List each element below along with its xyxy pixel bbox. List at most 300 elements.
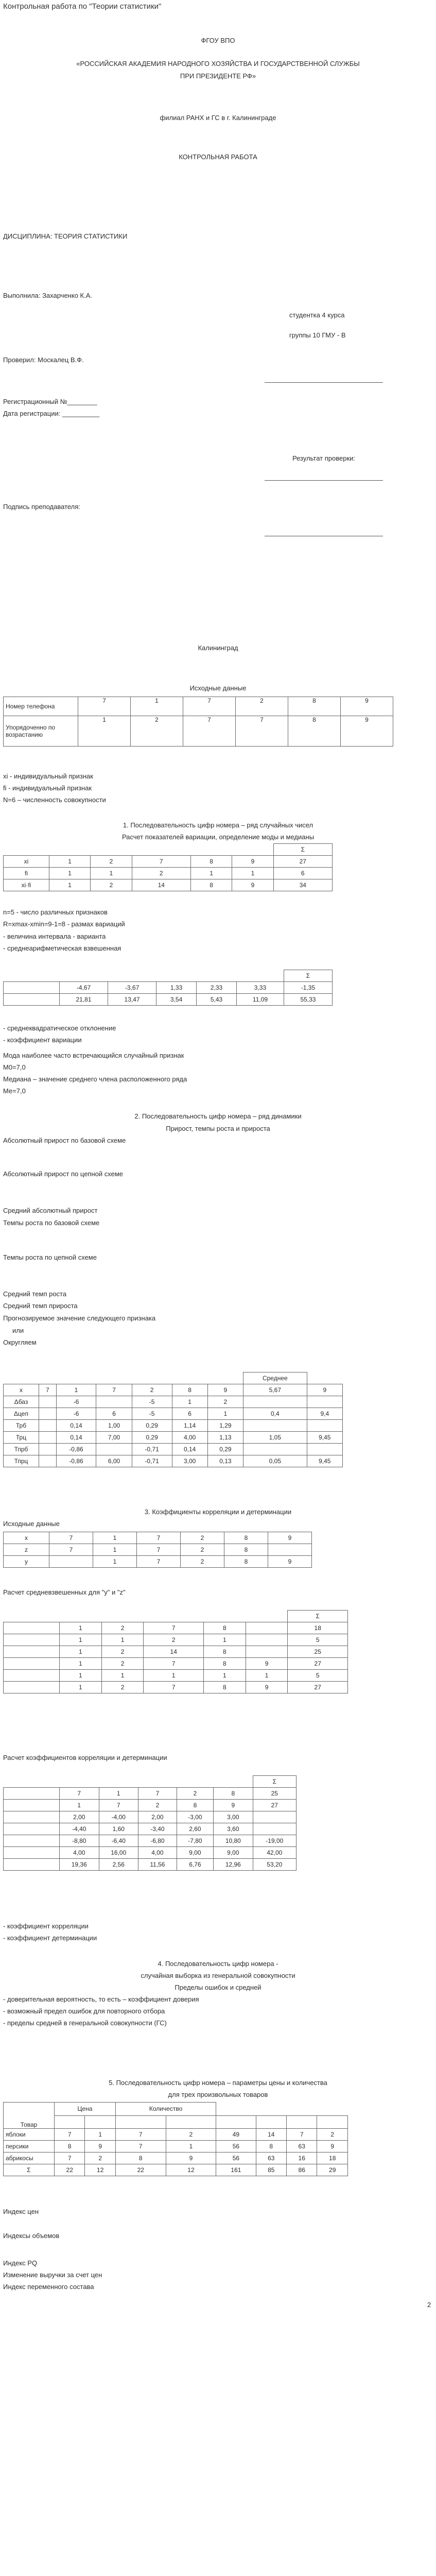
table-cell: 14	[144, 1646, 204, 1658]
table-cell	[4, 1800, 60, 1811]
section-3-calc-2: Расчет коэффициентов корреляции и детерминации	[3, 1754, 167, 1761]
table-cell: 8	[214, 1788, 253, 1800]
table-cell: 7	[132, 856, 190, 868]
table-row	[4, 1455, 343, 1467]
table-row	[4, 1443, 343, 1455]
correlation-table	[3, 1775, 297, 1871]
table-cell: 7	[49, 1544, 93, 1556]
table-cell: 11,09	[237, 994, 284, 1006]
table-cell: 63	[256, 2153, 286, 2164]
registration-number: Регистрационный №________	[3, 398, 97, 405]
table-cell: 6	[96, 1408, 132, 1419]
table-cell	[4, 1670, 60, 1682]
table-cell: 9	[307, 1384, 342, 1396]
table-cell: 2	[236, 697, 288, 716]
table-cell: 2,33	[197, 982, 237, 994]
table-cell: 2	[101, 1646, 144, 1658]
table-cell: 19,36	[60, 1859, 99, 1871]
table-cell: 1	[60, 1800, 99, 1811]
header-branch: филиал РАНХ и ГС в г. Калининграде	[160, 114, 276, 122]
table-cell	[96, 1443, 132, 1455]
table-row	[4, 1611, 348, 1622]
table-cell: -6	[56, 1396, 96, 1408]
table-cell	[4, 1847, 60, 1859]
section-2-title: 2. Последовательность цифр номера – ряд динамики	[134, 1112, 302, 1120]
table-cell: 12	[166, 2164, 216, 2176]
table-cell: 0,29	[132, 1431, 172, 1443]
table-cell	[243, 1419, 307, 1431]
table-cell: Тпрц	[4, 1455, 39, 1467]
table-cell: 7	[287, 2129, 317, 2141]
table-cell: 8	[203, 1682, 246, 1693]
section-4-subtitle: Пределы ошибок и средней	[175, 1984, 261, 1991]
text-line: Темпы роста по цепной схеме	[3, 1253, 97, 1261]
note-line: - среднеарифметическая взвешенная	[3, 944, 121, 952]
table-cell: 9	[85, 2141, 115, 2153]
table-row	[4, 1544, 312, 1556]
table-cell: -19,00	[253, 1835, 296, 1847]
table-cell	[307, 1396, 342, 1408]
table-cell: яблоки	[4, 2129, 55, 2141]
table-cell: 22	[55, 2164, 85, 2176]
table-cell: 9,4	[307, 1408, 342, 1419]
note-line: Ме=7,0	[3, 1087, 26, 1095]
table-cell: 49	[216, 2129, 256, 2141]
note-line: R=xmax-xmin=9-1=8 - размах вариаций	[3, 920, 125, 928]
text-line: Абсолютный прирост по цепной схеме	[3, 1170, 124, 1178]
table-cell: 18	[288, 1622, 348, 1634]
review-result: Результат проверки:	[292, 454, 356, 462]
text-line: Прогнозируемое значение следующего признака	[3, 1314, 156, 1322]
table-row	[4, 1646, 348, 1658]
table-row	[4, 1776, 297, 1788]
table-cell: 2	[132, 1384, 172, 1396]
table-cell: 7	[183, 716, 236, 747]
table-cell: 16,00	[99, 1847, 138, 1859]
student-course: студентка 4 курса	[289, 311, 345, 319]
review-line	[265, 480, 383, 481]
table-cell: 0,14	[56, 1419, 96, 1431]
table-cell: 86	[287, 2164, 317, 2176]
table-cell: 6	[172, 1408, 207, 1419]
table-cell	[4, 1859, 60, 1871]
doc-type: КОНТРОЛЬНАЯ РАБОТА	[179, 153, 257, 161]
table-cell: 7,00	[96, 1431, 132, 1443]
table-cell: 7	[78, 697, 131, 716]
table-cell: 7	[99, 1800, 138, 1811]
table-cell: 3,00	[172, 1455, 207, 1467]
table-cell: 1	[101, 1634, 144, 1646]
table-cell: 4,00	[138, 1847, 177, 1859]
table-cell: 8	[177, 1800, 213, 1811]
table-cell: 0,29	[132, 1419, 172, 1431]
table-cell: 2	[317, 2129, 348, 2141]
section-2-subtitle: Прирост, темпы роста и прироста	[166, 1125, 270, 1132]
table-cell: 1	[166, 2141, 216, 2153]
performed-by: Выполнила: Захарченко К.А.	[3, 292, 92, 299]
table-cell: 2,56	[99, 1859, 138, 1871]
table-cell: 55,33	[284, 994, 332, 1006]
goods-header: Товар	[4, 2103, 55, 2129]
table-cell: 9	[268, 1556, 312, 1568]
table-cell	[246, 1622, 288, 1634]
table-cell: Номер телефона	[4, 697, 78, 716]
table-cell: 3,60	[214, 1823, 253, 1835]
table-cell: 2	[144, 1634, 204, 1646]
table-cell: y	[4, 1556, 49, 1568]
table-cell: 1	[246, 1670, 288, 1682]
table-cell: x	[4, 1384, 39, 1396]
table-cell: 29	[317, 2164, 348, 2176]
table-cell	[253, 1811, 296, 1823]
table-cell: 25	[288, 1646, 348, 1658]
table-cell: 56	[216, 2153, 256, 2164]
table-cell: 7	[96, 1384, 132, 1396]
table-cell: 1	[60, 1622, 102, 1634]
table-cell: 2,60	[177, 1823, 213, 1835]
table-cell: 0,29	[207, 1443, 243, 1455]
table-cell: 2	[101, 1658, 144, 1670]
sigma-header: Σ	[284, 970, 332, 982]
text-line: Округляем	[3, 1338, 37, 1346]
table-cell: 9,00	[214, 1847, 253, 1859]
table-cell: 7	[144, 1622, 204, 1634]
table-cell: 8	[172, 1384, 207, 1396]
header-president: ПРИ ПРЕЗИДЕНТЕ РФ»	[180, 72, 256, 80]
table-cell: 2	[132, 868, 190, 879]
table-cell: 25	[253, 1788, 296, 1800]
table-cell: 7	[60, 1788, 99, 1800]
source-data-title: Исходные данные	[189, 684, 247, 692]
table-cell: 9	[214, 1800, 253, 1811]
sigma-header: Σ	[273, 844, 332, 856]
table-row	[4, 879, 333, 891]
table-cell	[246, 1634, 288, 1646]
table-cell: 1	[60, 1646, 102, 1658]
note-line: - коэффициент корреляции	[3, 1922, 89, 1930]
table-cell: 1	[144, 1670, 204, 1682]
table-row	[4, 2129, 348, 2141]
table-row	[4, 1634, 348, 1646]
section-5-title: 5. Последовательность цифр номера – параметры цены и количества	[109, 2079, 327, 2087]
table-cell	[39, 1443, 57, 1455]
table-cell: 2	[91, 879, 132, 891]
table-row	[4, 2141, 348, 2153]
table-cell: 1	[60, 1670, 102, 1682]
dynamics-table	[3, 1372, 343, 1467]
table-cell: fi	[4, 868, 49, 879]
section-5-title-2: для трех произвольных товаров	[168, 2091, 268, 2098]
table-cell	[4, 994, 60, 1006]
table-cell: z	[4, 1544, 49, 1556]
table-cell	[39, 1396, 57, 1408]
table-cell: 0,4	[243, 1408, 307, 1419]
table-cell: 9,45	[307, 1455, 342, 1467]
table-cell: 2,00	[138, 1811, 177, 1823]
table-cell: 11,56	[138, 1859, 177, 1871]
note-line: n=5 - число различных признаков	[3, 908, 108, 916]
discipline: ДИСЦИПЛИНА: ТЕОРИЯ СТАТИСТИКИ	[3, 232, 128, 240]
index-line: Индексы объемов	[3, 2232, 60, 2240]
document-title: Контрольная работа по "Теории статистики"	[3, 2, 162, 11]
table-cell	[4, 1622, 60, 1634]
table-cell	[39, 1419, 57, 1431]
table-cell	[39, 1408, 57, 1419]
table-cell: 1	[101, 1670, 144, 1682]
table-cell: 7	[137, 1556, 181, 1568]
table-row	[4, 2164, 348, 2176]
weighted-average-table	[3, 1610, 348, 1693]
table-cell: 2	[207, 1396, 243, 1408]
table-cell	[39, 1431, 57, 1443]
table-cell: 8	[288, 716, 341, 747]
table-row	[4, 716, 393, 747]
section-1-subtitle: Расчет показателей вариации, определение моды и медианы	[121, 833, 315, 841]
table-cell: 2	[181, 1544, 224, 1556]
table-cell: 8	[203, 1622, 246, 1634]
table-cell: 85	[256, 2164, 286, 2176]
table-cell: 8	[55, 2141, 85, 2153]
table-row	[4, 1396, 343, 1408]
quantity-header: Количество	[115, 2103, 216, 2116]
table-row	[4, 982, 333, 994]
table-cell: 1	[56, 1384, 96, 1396]
table-cell: 1,14	[172, 1419, 207, 1431]
table-cell: 27	[288, 1682, 348, 1693]
table-row	[4, 697, 393, 716]
table-cell: 2	[131, 716, 183, 747]
teacher-signature: Подпись преподавателя:	[3, 503, 80, 511]
table-cell	[4, 1788, 60, 1800]
table-cell: 9	[232, 879, 273, 891]
index-line: Индекс переменного состава	[3, 2283, 94, 2291]
table-cell: 1	[49, 856, 91, 868]
table-cell: 3,54	[156, 994, 197, 1006]
table-row	[4, 1670, 348, 1682]
note-line: - среднеквадратическое отклонение	[3, 1024, 116, 1032]
table-cell: 1,29	[207, 1419, 243, 1431]
table-cell	[268, 1544, 312, 1556]
signature-line	[265, 382, 383, 383]
table-cell: 14	[132, 879, 190, 891]
table-cell: -6	[56, 1408, 96, 1419]
table-cell: 2,00	[60, 1811, 99, 1823]
table-cell: 7	[138, 1788, 177, 1800]
table-cell: 1	[207, 1408, 243, 1419]
table-cell	[49, 1556, 93, 1568]
table-cell: -5	[132, 1408, 172, 1419]
table-row	[4, 1788, 297, 1800]
table-row	[4, 1419, 343, 1431]
table-cell: 12	[85, 2164, 115, 2176]
table-cell	[253, 1823, 296, 1835]
table-cell: Σ	[4, 2164, 55, 2176]
table-cell	[39, 1455, 57, 1467]
note-line: - доверительная вероятность, то есть – коэффициент доверия	[3, 1995, 199, 2003]
note-line: fi - индивидуальный признак	[3, 784, 92, 792]
table-cell: 22	[115, 2164, 166, 2176]
table-cell: 6,76	[177, 1859, 213, 1871]
section-4-title: 4. Последовательность цифр номера -	[158, 1960, 278, 1968]
table-cell: -6,40	[99, 1835, 138, 1847]
table-cell: 4,00	[172, 1431, 207, 1443]
deviation-table	[3, 970, 333, 1006]
correlation-source-table	[3, 1532, 312, 1568]
table-cell: 18	[317, 2153, 348, 2164]
note-line: - коэффициент вариации	[3, 1036, 82, 1044]
table-row	[4, 2115, 348, 2129]
table-cell: 16	[287, 2153, 317, 2164]
table-cell: 7	[144, 1658, 204, 1670]
table-cell: Трц	[4, 1431, 39, 1443]
table-cell: 1,33	[156, 982, 197, 994]
table-cell: 13,47	[108, 994, 156, 1006]
table-cell: 12,96	[214, 1859, 253, 1871]
table-row	[4, 1384, 343, 1396]
table-cell: x	[4, 1532, 49, 1544]
table-row	[4, 868, 333, 879]
table-cell: xi·fi	[4, 879, 49, 891]
table-cell: 8	[190, 856, 232, 868]
table-cell: 7	[115, 2129, 166, 2141]
table-cell: 56	[216, 2141, 256, 2153]
table-cell: 34	[273, 879, 332, 891]
table-row	[4, 1800, 297, 1811]
table-cell: 7	[55, 2153, 85, 2164]
table-cell: 42,00	[253, 1847, 296, 1859]
page-number: 2	[427, 2301, 431, 2309]
table-cell: 1	[93, 1544, 137, 1556]
table-cell: 8	[224, 1544, 268, 1556]
sigma-header: Σ	[288, 1611, 348, 1622]
table-cell: 8	[224, 1556, 268, 1568]
table-cell: Упорядоченно по возрастанию	[4, 716, 78, 747]
table-cell: 1	[93, 1556, 137, 1568]
table-cell: -4,67	[60, 982, 108, 994]
section-3-calc: Расчет средневзвешенных для "у" и "z"	[3, 1588, 126, 1596]
table-cell: 1	[49, 879, 91, 891]
table-cell: 7	[137, 1532, 181, 1544]
table-cell: 7	[144, 1682, 204, 1693]
table-cell: -0,86	[56, 1455, 96, 1467]
table-cell	[4, 1835, 60, 1847]
table-cell: -4,40	[60, 1823, 99, 1835]
table-cell: 2	[91, 856, 132, 868]
table-cell: 7	[39, 1384, 57, 1396]
table-row	[4, 1847, 297, 1859]
table-cell: 0,14	[172, 1443, 207, 1455]
table-cell: 2	[101, 1622, 144, 1634]
table-cell: 0,13	[207, 1455, 243, 1467]
table-cell	[307, 1419, 342, 1431]
checked-by: Проверил: Москалец В.Ф.	[3, 356, 84, 364]
table-cell: 1	[85, 2129, 115, 2141]
table-cell: 27	[253, 1800, 296, 1811]
table-cell: 9	[166, 2153, 216, 2164]
table-row	[4, 1859, 297, 1871]
header-org: ФГОУ ВПО	[201, 37, 235, 44]
table-cell: 1	[203, 1634, 246, 1646]
table-cell: 10,80	[214, 1835, 253, 1847]
text-line: Темпы роста по базовой схеме	[3, 1219, 100, 1227]
table-cell: 9	[268, 1532, 312, 1544]
table-cell: 2	[85, 2153, 115, 2164]
table-cell	[243, 1443, 307, 1455]
table-cell: 0,05	[243, 1455, 307, 1467]
table-cell: 2	[138, 1800, 177, 1811]
table-row	[4, 856, 333, 868]
index-line: Индекс цен	[3, 2208, 39, 2215]
table-cell: Δцеп	[4, 1408, 39, 1419]
table-cell: 8	[203, 1646, 246, 1658]
table-cell: 2	[181, 1532, 224, 1544]
index-line: Изменение выручки за счет цен	[3, 2271, 102, 2279]
table-cell: 7	[183, 697, 236, 716]
table-cell: 3,33	[237, 982, 284, 994]
table-cell	[4, 1811, 60, 1823]
table-row	[4, 1835, 297, 1847]
table-cell: 161	[216, 2164, 256, 2176]
table-cell: -0,71	[132, 1455, 172, 1467]
table-cell: 9	[232, 856, 273, 868]
table-cell: 0,14	[56, 1431, 96, 1443]
table-row	[4, 970, 333, 982]
table-cell: абрикосы	[4, 2153, 55, 2164]
table-cell: 2	[177, 1788, 213, 1800]
table-cell: 8	[203, 1658, 246, 1670]
table-cell: 9	[207, 1384, 243, 1396]
source-data-table	[3, 697, 393, 747]
table-cell: 9	[341, 697, 393, 716]
table-cell: Δбаз	[4, 1396, 39, 1408]
table-cell: 9,45	[307, 1431, 342, 1443]
table-cell: 5	[288, 1634, 348, 1646]
note-line: N=6 – численность совокупности	[3, 796, 106, 804]
section-3-source: Исходные данные	[3, 1520, 60, 1528]
table-row	[4, 1658, 348, 1670]
table-cell: 1	[60, 1682, 102, 1693]
table-row	[4, 2103, 348, 2116]
table-cell: 7	[55, 2129, 85, 2141]
note-line: - коэффициент детерминации	[3, 1934, 97, 1942]
sigma-header: Σ	[253, 1776, 296, 1788]
table-row	[4, 1408, 343, 1419]
table-cell: -8,80	[60, 1835, 99, 1847]
table-cell: 9,00	[177, 1847, 213, 1859]
table-row	[4, 1556, 312, 1568]
table-cell: 6,00	[96, 1455, 132, 1467]
table-cell	[4, 1646, 60, 1658]
text-line: Средний темп прироста	[3, 1302, 78, 1310]
table-cell: 5	[288, 1670, 348, 1682]
table-cell: 2	[166, 2129, 216, 2141]
section-1-title: 1. Последовательность цифр номера – ряд случайных чисел	[123, 821, 313, 829]
table-cell: 9	[246, 1682, 288, 1693]
table-cell: -5	[132, 1396, 172, 1408]
table-cell: -3,00	[177, 1811, 213, 1823]
table-cell: персики	[4, 2141, 55, 2153]
table-cell: 9	[317, 2141, 348, 2153]
table-cell: 1	[60, 1658, 102, 1670]
text-line: Средний абсолютный прирост	[3, 1207, 98, 1214]
table-cell: 7	[115, 2141, 166, 2153]
note-line: М0=7,0	[3, 1063, 26, 1071]
table-row	[4, 994, 333, 1006]
table-cell: 1	[49, 868, 91, 879]
table-cell: -3,67	[108, 982, 156, 994]
table-row	[4, 844, 333, 856]
table-cell: 1,13	[207, 1431, 243, 1443]
